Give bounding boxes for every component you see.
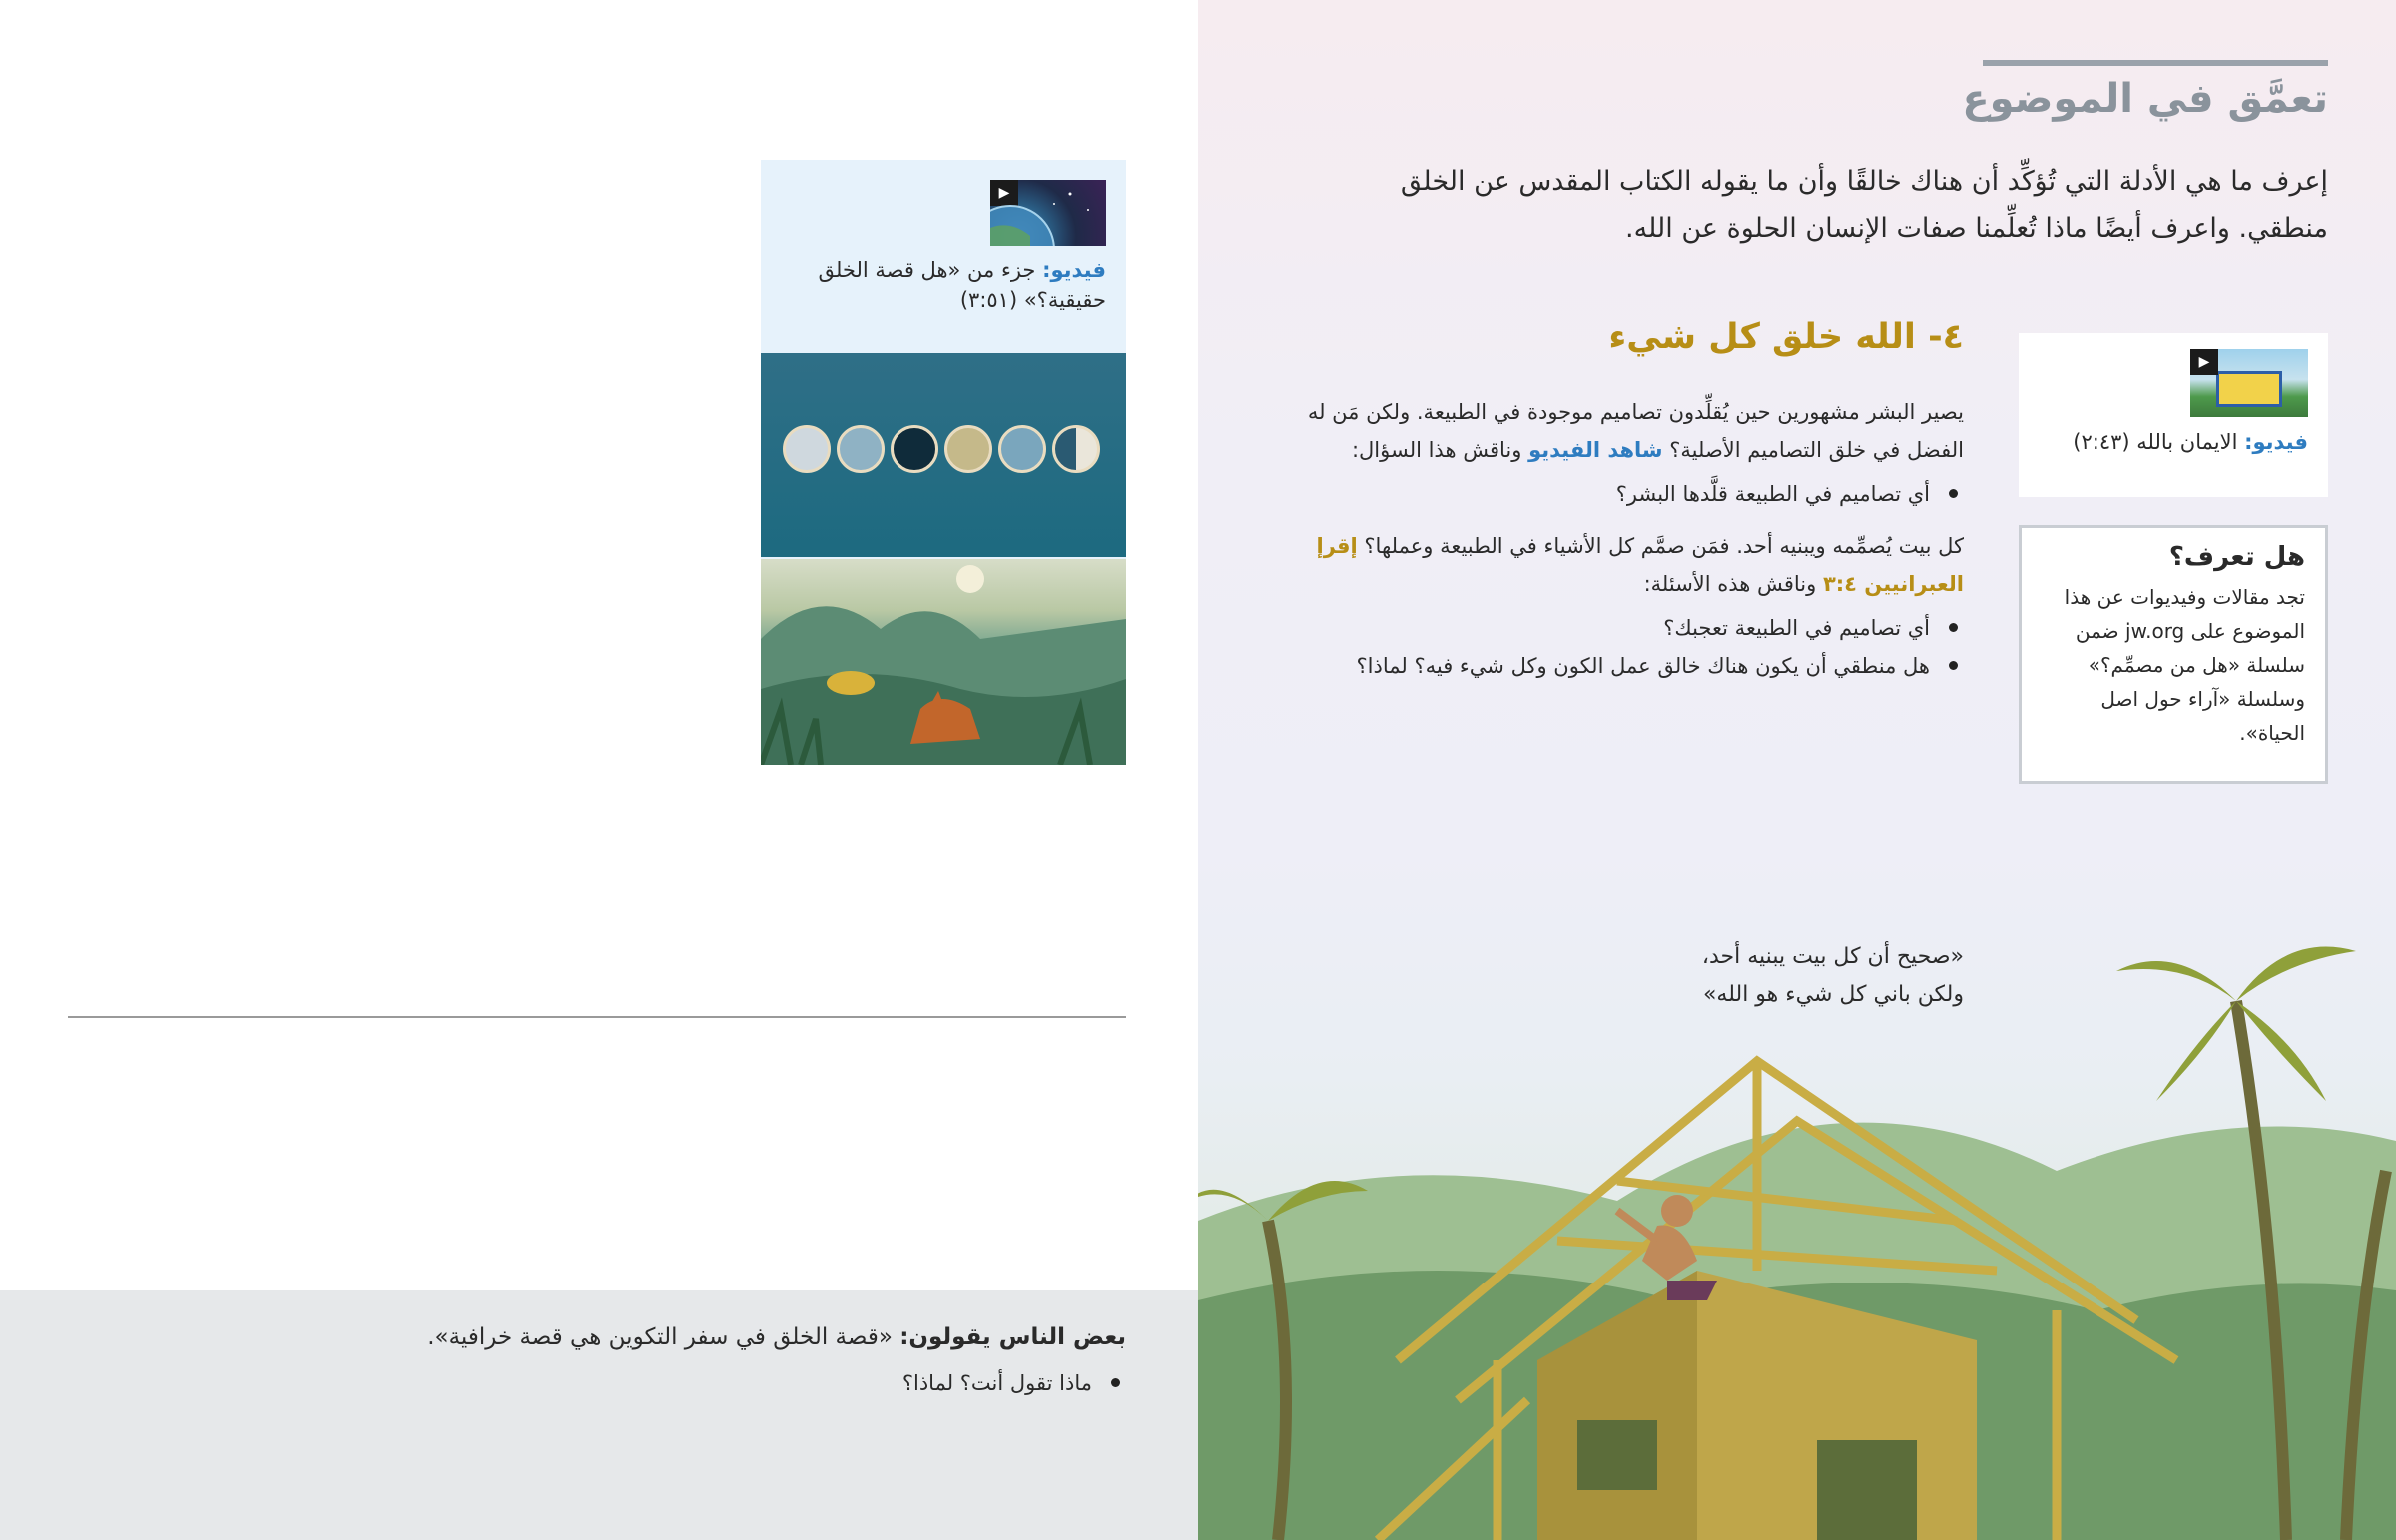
list-item: أي تصاميم في الطبيعة تعجبك؟ <box>1305 609 1964 647</box>
people-say-text: «قصة الخلق في سفر التكوين هي قصة خرافية». <box>427 1324 900 1350</box>
para-text: كل بيت يُصمِّمه ويبنيه أحد. فمَن صمَّم كل الأشياء في الطبيعة وعملها؟ <box>1357 534 1964 558</box>
creation-days-circles <box>783 425 1100 473</box>
video-caption[interactable] <box>787 256 1106 315</box>
play-icon[interactable]: ▶ <box>990 180 1018 206</box>
day-circle <box>783 425 831 473</box>
para-text: وناقش هذه الأسئلة: <box>1643 572 1823 596</box>
creation-days-panel <box>761 353 1126 557</box>
video-label: فيديو: <box>2244 430 2308 454</box>
day-circle <box>944 425 992 473</box>
section4-para2 <box>1305 527 1964 603</box>
para-text: وناقش هذا السؤال: <box>1351 438 1529 462</box>
video-title: جزء من «هل قصة الخلق حقيقية؟» (٣:٥١) <box>818 258 1106 312</box>
people-say-statement <box>228 1316 1126 1358</box>
video-card[interactable] <box>2019 333 2328 497</box>
intro-text: إعرف ما هي الأدلة التي تُؤكِّد أن هناك خالقًا وأن ما يقوله الكتاب المقدس عن الخلق منطقي. واعرف أيضًا ماذا تُعلِّمنا صفات الإنسان الحلوة عن الله. <box>1400 166 2328 244</box>
day-circle <box>891 425 938 473</box>
video-thumbnail[interactable] <box>2190 349 2308 417</box>
nature-scene-image <box>761 559 1126 765</box>
quote-line2: ولكن باني كل شيء هو الله» <box>1702 982 1964 1007</box>
video-thumbnail[interactable] <box>990 180 1106 246</box>
section4-body <box>1305 393 1964 699</box>
right-page <box>1198 0 2396 1540</box>
people-say-box <box>0 1290 1198 1540</box>
section4-questions-1 <box>1305 475 1964 513</box>
section4-title: ٤- الله خلق كل شيء <box>1608 317 1964 357</box>
media-column <box>761 160 1126 765</box>
watch-video-link[interactable]: شاهد الفيديو <box>1528 438 1663 462</box>
day-circle <box>998 425 1046 473</box>
house-building-illustration <box>1198 841 2396 1540</box>
people-say-body <box>228 1316 1126 1402</box>
play-icon[interactable]: ▶ <box>2190 349 2218 375</box>
list-item: أي تصاميم في الطبيعة قلَّدها البشر؟ <box>1305 475 1964 513</box>
people-say-label: بعض الناس يقولون: <box>899 1324 1126 1350</box>
house-image <box>2216 371 2282 407</box>
people-say-questions <box>228 1364 1126 1402</box>
day-circle <box>837 425 885 473</box>
section-divider <box>68 1016 1126 1018</box>
section4-para1 <box>1305 393 1964 469</box>
video-label: فيديو: <box>1042 258 1106 282</box>
read-hebrews-link[interactable]: إقرإ العبرانيين ٣:٤ <box>1316 534 1964 596</box>
topic-title: تعمَّق في الموضوع <box>1962 76 2328 122</box>
list-item: هل منطقي أن يكون هناك خالق عمل الكون وكل شيء فيه؟ لماذا؟ <box>1305 647 1964 685</box>
video-caption[interactable] <box>2073 427 2308 457</box>
topic-rule <box>1983 60 2328 66</box>
section4-questions-2 <box>1305 609 1964 685</box>
video-title: الايمان بالله (٢:٤٣) <box>2073 430 2238 454</box>
earth-space-image <box>990 180 1106 246</box>
did-you-know-title: هل تعرف؟ <box>2168 542 2305 572</box>
intro <box>1330 158 2328 252</box>
quote-line1: «صحيح أن كل بيت يبنيه أحد، <box>1701 944 1964 969</box>
list-item: ماذا تقول أنت؟ لماذا؟ <box>228 1364 1126 1402</box>
para-text: يصير البشر مشهورين حين يُقلِّدون تصاميم موجودة في الطبيعة. ولكن مَن له الفضل في خلق التصاميم الأصلية؟ <box>1307 400 1964 462</box>
nature-scene-illustration <box>761 559 1126 765</box>
day-circle <box>1052 425 1100 473</box>
did-you-know-box <box>2019 525 2328 784</box>
did-you-know-body: تجد مقالات وفيديوات عن هذا الموضوع على jw.org ضمن سلسلة «هل من مصمِّم؟» وسلسلة «آراء حول اصل الحياة». <box>2064 585 2305 745</box>
